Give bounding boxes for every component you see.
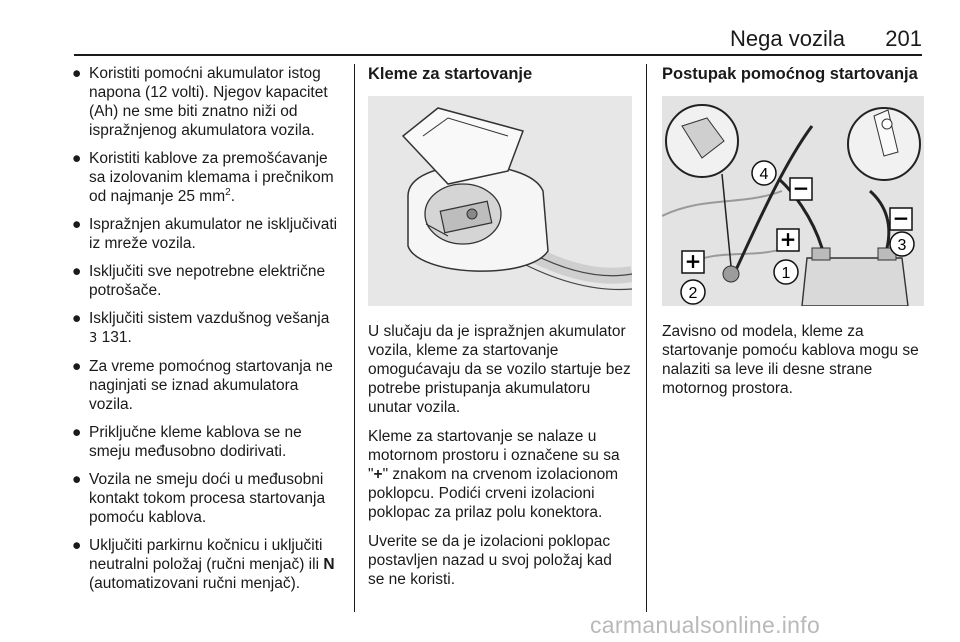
paragraph: Kleme za startovanje se nalaze u motornom prostoru i označene su sa "+" znakom na crvenom izolacionom poklopcu. Podići crveni izolacioni poklopac za prilaz polu konektora. [368, 428, 620, 521]
list-item: ● Isključiti sve nepotrebne električne potrošače. [72, 263, 326, 299]
plus-label: + [684, 249, 702, 273]
section-heading: Postupak pomoćnog startovanja [662, 65, 918, 83]
jump-start-terminal-illustration [368, 96, 632, 306]
minus-label: − [892, 206, 910, 230]
column-divider [646, 64, 647, 612]
callout-4: 4 [759, 166, 769, 183]
jump-start-procedure-illustration [662, 96, 924, 306]
list-item: ● Za vreme pomoćnog startovanja ne naginjati se iznad akumulatora vozila. [72, 358, 333, 413]
header-rule [74, 54, 922, 56]
callout-3: 3 [897, 237, 907, 254]
paragraph: U slučaju da je ispražnjen akumulator vozila, kleme za startovanje omogućavaju da se vozilo startuje bez potrebe pristupanja akumulatoru unutar vozila. [368, 323, 631, 416]
page-number: 201 [885, 26, 922, 51]
watermark: carmanualsonline.info [590, 612, 821, 638]
callout-1: 1 [781, 265, 791, 282]
paragraph: Uverite se da je izolacioni poklopac postavljen nazad u svoj položaj kad se ne koristi. [368, 533, 612, 588]
page-header [0, 0, 960, 58]
plus-label: + [779, 227, 797, 251]
column-2 [368, 64, 632, 589]
callout-2: 2 [688, 285, 698, 302]
column-3 [662, 64, 924, 398]
page-reference-link[interactable]: 131 [101, 329, 128, 346]
column-divider [354, 64, 355, 612]
page-reference-icon: 3 [89, 331, 98, 346]
plus-symbol: + [373, 466, 383, 483]
list-item: ● Koristiti kablove za premošćavanje sa izolovanim klemama i prečnikom od najmanje 25 $mm^2$. [72, 150, 334, 205]
precautions-list [72, 64, 344, 593]
paragraph: Zavisno od modela, kleme za startovanje pomoću kablova mogu se nalaziti sa leve ili desne strane motornog prostora. [662, 323, 919, 397]
list-item: ● Koristiti pomoćni akumulator istog napona (12 volti). Njegov kapacitet (Ah) ne sme biti znatno niži od ispražnjenog akumulatora vozila. [72, 65, 328, 139]
minus-label: − [792, 176, 810, 200]
list-item: ● Isključiti sistem vazdušnog vešanja 3 131. [72, 310, 330, 346]
list-item: ● Ispražnjen akumulator ne isključivati iz mreže vozila. [72, 216, 338, 252]
column-1 [72, 64, 344, 602]
list-item: ● Priključne kleme kablova se ne smeju međusobno dodirivati. [72, 424, 302, 460]
section-heading: Kleme za startovanje [368, 65, 533, 83]
header-title: Nega vozila [730, 26, 845, 51]
list-item: ● Vozila ne smeju doći u međusobni kontakt tokom procesa startovanja pomoću kablova. [72, 471, 326, 526]
list-item: ● Uključiti parkirnu kočnicu i uključiti neutralni položaj (ručni menjač) ili N (automatizovani ručni menjač). [72, 537, 335, 592]
